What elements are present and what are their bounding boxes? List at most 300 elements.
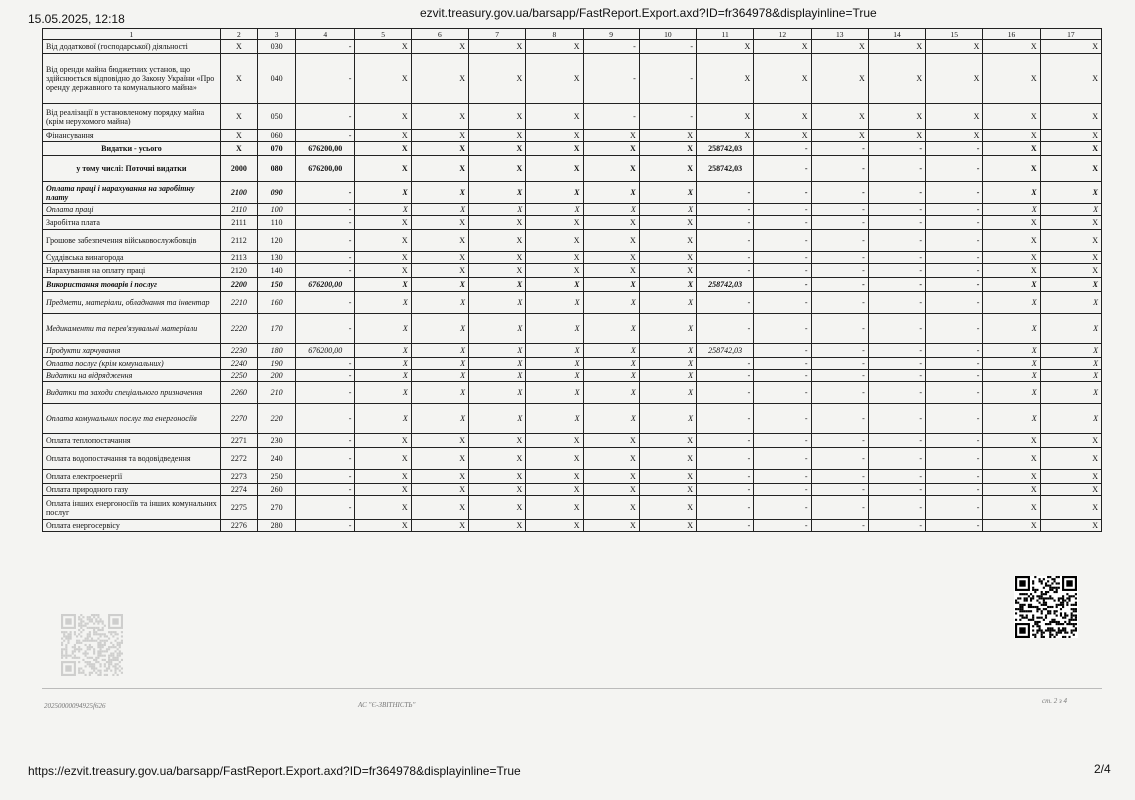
- value-cell: X: [811, 104, 868, 130]
- column-number-cell: 12: [754, 29, 811, 40]
- value-cell: -: [754, 496, 811, 520]
- value-cell: -: [754, 344, 811, 358]
- value-cell: -: [583, 54, 639, 104]
- table-row: [43, 54, 1102, 104]
- value-cell: X: [983, 54, 1040, 104]
- value-cell: -: [926, 448, 983, 470]
- kekv-code-cell: 2000: [220, 156, 257, 182]
- value-cell: X: [639, 252, 696, 264]
- value-cell: -: [754, 182, 811, 204]
- value-cell: X: [583, 204, 639, 216]
- value-cell: -: [697, 216, 754, 230]
- value-cell: X: [526, 264, 583, 278]
- value-cell: X: [1040, 204, 1101, 216]
- value-cell: X: [355, 204, 411, 216]
- value-cell: -: [296, 448, 355, 470]
- value-cell: X: [583, 278, 639, 292]
- value-cell: X: [411, 382, 468, 404]
- value-cell: -: [868, 142, 925, 156]
- value-cell: -: [811, 434, 868, 448]
- value-cell: X: [355, 230, 411, 252]
- value-cell: -: [754, 216, 811, 230]
- column-number-cell: 8: [526, 29, 583, 40]
- value-cell: X: [355, 278, 411, 292]
- value-cell: -: [754, 484, 811, 496]
- value-cell: X: [468, 382, 525, 404]
- table-row: [43, 156, 1102, 182]
- table-row: [43, 370, 1102, 382]
- table-row: [43, 520, 1102, 532]
- line-code-cell: 230: [258, 434, 296, 448]
- value-cell: X: [1040, 292, 1101, 314]
- column-number-cell: 3: [258, 29, 296, 40]
- value-cell: X: [868, 54, 925, 104]
- print-datetime: 15.05.2025, 12:18: [28, 12, 125, 26]
- value-cell: X: [983, 520, 1040, 532]
- print-footer: [0, 764, 1135, 780]
- value-cell: X: [468, 142, 525, 156]
- value-cell: X: [355, 520, 411, 532]
- value-cell: -: [811, 344, 868, 358]
- row-label: Оплата енергосервісу: [43, 520, 221, 532]
- line-code-cell: 200: [258, 370, 296, 382]
- value-cell: X: [526, 142, 583, 156]
- value-cell: X: [983, 216, 1040, 230]
- value-cell: X: [468, 216, 525, 230]
- value-cell: X: [754, 130, 811, 142]
- value-cell: -: [868, 278, 925, 292]
- value-cell: X: [811, 40, 868, 54]
- value-cell: X: [983, 40, 1040, 54]
- value-cell: X: [811, 54, 868, 104]
- value-cell: -: [754, 252, 811, 264]
- value-cell: -: [926, 358, 983, 370]
- row-label: Продукти харчування: [43, 344, 221, 358]
- value-cell: X: [926, 104, 983, 130]
- print-footer-url: https://ezvit.treasury.gov.ua/barsapp/FastReport.Export.axd?ID=fr364978&displayinline=True: [28, 764, 521, 778]
- value-cell: X: [355, 40, 411, 54]
- value-cell: -: [811, 484, 868, 496]
- table-row: [43, 358, 1102, 370]
- value-cell: -: [296, 470, 355, 484]
- value-cell: X: [1040, 40, 1101, 54]
- value-cell: X: [411, 54, 468, 104]
- value-cell: X: [583, 448, 639, 470]
- row-label: Від реалізації в установленому порядку майна (крім нерухомого майна): [43, 104, 221, 130]
- kekv-code-cell: 2200: [220, 278, 257, 292]
- value-cell: X: [1040, 278, 1101, 292]
- value-cell: X: [983, 104, 1040, 130]
- row-label: Заробітна плата: [43, 216, 221, 230]
- value-cell: X: [639, 130, 696, 142]
- value-cell: -: [754, 230, 811, 252]
- line-code-cell: 260: [258, 484, 296, 496]
- value-cell: X: [639, 484, 696, 496]
- value-cell: -: [811, 520, 868, 532]
- row-label: Медикаменти та перев'язувальні матеріали: [43, 314, 221, 344]
- value-cell: X: [526, 382, 583, 404]
- kekv-code-cell: 2250: [220, 370, 257, 382]
- value-cell: -: [697, 182, 754, 204]
- value-cell: X: [468, 54, 525, 104]
- value-cell: -: [296, 40, 355, 54]
- column-number-cell: 1: [43, 29, 221, 40]
- row-label: у тому числі: Поточні видатки: [43, 156, 221, 182]
- line-code-cell: 110: [258, 216, 296, 230]
- table-row: [43, 230, 1102, 252]
- value-cell: X: [355, 104, 411, 130]
- value-cell: -: [868, 382, 925, 404]
- value-cell: -: [296, 382, 355, 404]
- value-cell: X: [639, 358, 696, 370]
- value-cell: -: [296, 54, 355, 104]
- value-cell: X: [468, 520, 525, 532]
- value-cell: -: [926, 230, 983, 252]
- value-cell: 676200,00: [296, 278, 355, 292]
- value-cell: -: [868, 344, 925, 358]
- kekv-code-cell: 2120: [220, 264, 257, 278]
- value-cell: -: [639, 54, 696, 104]
- page-info: ст. 2 з 4: [1042, 697, 1067, 705]
- line-code-cell: 140: [258, 264, 296, 278]
- value-cell: X: [1040, 252, 1101, 264]
- line-code-cell: 270: [258, 496, 296, 520]
- value-cell: X: [639, 278, 696, 292]
- value-cell: X: [754, 54, 811, 104]
- value-cell: 258742,03: [697, 156, 754, 182]
- column-number-cell: 16: [983, 29, 1040, 40]
- value-cell: -: [868, 470, 925, 484]
- value-cell: X: [355, 264, 411, 278]
- value-cell: -: [868, 230, 925, 252]
- line-code-cell: 210: [258, 382, 296, 404]
- kekv-code-cell: 2111: [220, 216, 257, 230]
- value-cell: X: [411, 292, 468, 314]
- column-number-cell: 17: [1040, 29, 1101, 40]
- value-cell: X: [1040, 264, 1101, 278]
- qr-code-faded-icon: [60, 614, 124, 676]
- value-cell: X: [639, 434, 696, 448]
- value-cell: -: [811, 358, 868, 370]
- value-cell: X: [526, 230, 583, 252]
- value-cell: X: [1040, 314, 1101, 344]
- value-cell: -: [697, 434, 754, 448]
- table-row: [43, 264, 1102, 278]
- value-cell: X: [583, 314, 639, 344]
- value-cell: X: [639, 470, 696, 484]
- value-cell: X: [868, 40, 925, 54]
- value-cell: X: [639, 314, 696, 344]
- column-number-cell: 11: [697, 29, 754, 40]
- value-cell: X: [355, 252, 411, 264]
- value-cell: X: [526, 40, 583, 54]
- value-cell: X: [355, 130, 411, 142]
- line-code-cell: 280: [258, 520, 296, 532]
- value-cell: -: [926, 434, 983, 448]
- value-cell: -: [811, 404, 868, 434]
- value-cell: 676200,00: [296, 156, 355, 182]
- value-cell: -: [868, 434, 925, 448]
- value-cell: -: [926, 520, 983, 532]
- value-cell: X: [526, 252, 583, 264]
- value-cell: X: [355, 156, 411, 182]
- value-cell: X: [411, 496, 468, 520]
- value-cell: -: [868, 156, 925, 182]
- value-cell: -: [697, 204, 754, 216]
- value-cell: X: [639, 370, 696, 382]
- value-cell: X: [639, 292, 696, 314]
- row-label: Оплата водопостачання та водовідведення: [43, 448, 221, 470]
- value-cell: X: [526, 358, 583, 370]
- value-cell: X: [411, 470, 468, 484]
- value-cell: X: [355, 470, 411, 484]
- value-cell: -: [639, 40, 696, 54]
- kekv-code-cell: 2260: [220, 382, 257, 404]
- value-cell: -: [296, 104, 355, 130]
- value-cell: X: [411, 344, 468, 358]
- value-cell: X: [468, 104, 525, 130]
- value-cell: -: [868, 520, 925, 532]
- value-cell: -: [697, 496, 754, 520]
- value-cell: X: [926, 54, 983, 104]
- value-cell: X: [526, 484, 583, 496]
- row-label: Оплата послуг (крім комунальних): [43, 358, 221, 370]
- column-number-cell: 7: [468, 29, 525, 40]
- value-cell: -: [754, 142, 811, 156]
- value-cell: X: [355, 358, 411, 370]
- value-cell: -: [697, 470, 754, 484]
- value-cell: X: [983, 252, 1040, 264]
- kekv-code-cell: 2210: [220, 292, 257, 314]
- row-label: Оплата природного газу: [43, 484, 221, 496]
- line-code-cell: 190: [258, 358, 296, 370]
- value-cell: X: [754, 40, 811, 54]
- value-cell: X: [355, 182, 411, 204]
- value-cell: X: [411, 216, 468, 230]
- document-number: 20250000094925f626: [44, 702, 106, 710]
- value-cell: X: [983, 292, 1040, 314]
- value-cell: -: [926, 344, 983, 358]
- value-cell: -: [296, 358, 355, 370]
- value-cell: X: [355, 382, 411, 404]
- column-number-cell: 2: [220, 29, 257, 40]
- row-label: Видатки на відрядження: [43, 370, 221, 382]
- value-cell: X: [411, 404, 468, 434]
- value-cell: X: [411, 520, 468, 532]
- row-label: Оплата комунальних послуг та енергоносіїв: [43, 404, 221, 434]
- value-cell: X: [583, 264, 639, 278]
- value-cell: X: [526, 344, 583, 358]
- table-row: [43, 292, 1102, 314]
- value-cell: X: [811, 130, 868, 142]
- value-cell: X: [355, 370, 411, 382]
- line-code-cell: 250: [258, 470, 296, 484]
- value-cell: -: [754, 292, 811, 314]
- value-cell: X: [411, 230, 468, 252]
- value-cell: X: [583, 470, 639, 484]
- table-row: [43, 104, 1102, 130]
- value-cell: -: [811, 496, 868, 520]
- value-cell: X: [468, 470, 525, 484]
- value-cell: X: [355, 216, 411, 230]
- kekv-code-cell: 2270: [220, 404, 257, 434]
- value-cell: X: [639, 448, 696, 470]
- kekv-code-cell: 2274: [220, 484, 257, 496]
- row-label: Використання товарів і послуг: [43, 278, 221, 292]
- value-cell: X: [639, 204, 696, 216]
- value-cell: -: [296, 314, 355, 344]
- value-cell: -: [926, 216, 983, 230]
- value-cell: -: [811, 382, 868, 404]
- value-cell: X: [526, 104, 583, 130]
- column-number-cell: 15: [926, 29, 983, 40]
- value-cell: X: [983, 496, 1040, 520]
- value-cell: X: [639, 344, 696, 358]
- value-cell: X: [1040, 142, 1101, 156]
- line-code-cell: 220: [258, 404, 296, 434]
- value-cell: X: [468, 130, 525, 142]
- kekv-code-cell: X: [220, 142, 257, 156]
- value-cell: X: [411, 278, 468, 292]
- value-cell: X: [1040, 382, 1101, 404]
- value-cell: X: [468, 358, 525, 370]
- value-cell: X: [468, 40, 525, 54]
- value-cell: X: [526, 216, 583, 230]
- value-cell: -: [754, 448, 811, 470]
- value-cell: -: [583, 40, 639, 54]
- column-number-cell: 13: [811, 29, 868, 40]
- value-cell: -: [926, 264, 983, 278]
- value-cell: -: [754, 156, 811, 182]
- value-cell: X: [983, 130, 1040, 142]
- value-cell: -: [754, 404, 811, 434]
- table-row: [43, 40, 1102, 54]
- value-cell: -: [697, 252, 754, 264]
- table-row: [43, 252, 1102, 264]
- line-code-cell: 240: [258, 448, 296, 470]
- value-cell: -: [583, 104, 639, 130]
- value-cell: X: [1040, 404, 1101, 434]
- value-cell: X: [983, 230, 1040, 252]
- value-cell: X: [468, 230, 525, 252]
- organization-name: АС "Є-ЗВІТНІСТЬ": [358, 701, 416, 709]
- value-cell: X: [1040, 230, 1101, 252]
- value-cell: X: [983, 370, 1040, 382]
- value-cell: X: [468, 278, 525, 292]
- value-cell: X: [468, 314, 525, 344]
- value-cell: -: [868, 484, 925, 496]
- value-cell: X: [468, 264, 525, 278]
- value-cell: -: [926, 292, 983, 314]
- column-number-cell: 5: [355, 29, 411, 40]
- value-cell: X: [983, 358, 1040, 370]
- value-cell: 258742,03: [697, 344, 754, 358]
- table-row: [43, 470, 1102, 484]
- value-cell: -: [868, 216, 925, 230]
- value-cell: X: [583, 216, 639, 230]
- value-cell: X: [639, 182, 696, 204]
- value-cell: -: [868, 370, 925, 382]
- row-label: Предмети, матеріали, обладнання та інвентар: [43, 292, 221, 314]
- table-row: [43, 484, 1102, 496]
- table-row: [43, 204, 1102, 216]
- value-cell: X: [411, 252, 468, 264]
- value-cell: X: [526, 278, 583, 292]
- kekv-code-cell: 2271: [220, 434, 257, 448]
- value-cell: X: [1040, 54, 1101, 104]
- column-number-row: [43, 29, 1102, 40]
- value-cell: X: [355, 142, 411, 156]
- value-cell: X: [1040, 434, 1101, 448]
- value-cell: X: [411, 204, 468, 216]
- value-cell: -: [754, 382, 811, 404]
- row-label: Оплата праці і нарахування на заробітну плату: [43, 182, 221, 204]
- footer-divider: [42, 688, 1102, 689]
- value-cell: X: [1040, 520, 1101, 532]
- value-cell: X: [983, 142, 1040, 156]
- value-cell: X: [355, 404, 411, 434]
- kekv-code-cell: 2272: [220, 448, 257, 470]
- value-cell: X: [639, 520, 696, 532]
- value-cell: -: [811, 182, 868, 204]
- report-table: [42, 28, 1102, 532]
- line-code-cell: 050: [258, 104, 296, 130]
- value-cell: X: [983, 314, 1040, 344]
- table-row: [43, 404, 1102, 434]
- value-cell: 258742,03: [697, 278, 754, 292]
- value-cell: X: [1040, 104, 1101, 130]
- report-table-body: [43, 29, 1102, 532]
- value-cell: -: [926, 314, 983, 344]
- value-cell: X: [983, 182, 1040, 204]
- value-cell: -: [811, 448, 868, 470]
- value-cell: X: [926, 130, 983, 142]
- value-cell: X: [526, 130, 583, 142]
- value-cell: -: [697, 264, 754, 278]
- value-cell: X: [639, 142, 696, 156]
- value-cell: X: [355, 314, 411, 344]
- value-cell: 258742,03: [697, 142, 754, 156]
- value-cell: -: [754, 470, 811, 484]
- value-cell: -: [697, 520, 754, 532]
- value-cell: -: [926, 156, 983, 182]
- value-cell: -: [296, 404, 355, 434]
- value-cell: X: [468, 404, 525, 434]
- value-cell: -: [926, 382, 983, 404]
- line-code-cell: 030: [258, 40, 296, 54]
- value-cell: -: [926, 142, 983, 156]
- value-cell: X: [1040, 448, 1101, 470]
- value-cell: -: [754, 358, 811, 370]
- value-cell: -: [296, 252, 355, 264]
- kekv-code-cell: 2100: [220, 182, 257, 204]
- value-cell: X: [526, 314, 583, 344]
- value-cell: X: [1040, 216, 1101, 230]
- value-cell: X: [355, 448, 411, 470]
- value-cell: -: [697, 230, 754, 252]
- value-cell: X: [411, 142, 468, 156]
- value-cell: X: [355, 496, 411, 520]
- value-cell: X: [639, 382, 696, 404]
- value-cell: -: [926, 370, 983, 382]
- value-cell: -: [811, 314, 868, 344]
- line-code-cell: 150: [258, 278, 296, 292]
- value-cell: -: [868, 358, 925, 370]
- row-label: Оплата інших енергоносіїв та інших комунальних послуг: [43, 496, 221, 520]
- value-cell: -: [868, 182, 925, 204]
- value-cell: X: [1040, 484, 1101, 496]
- value-cell: X: [526, 370, 583, 382]
